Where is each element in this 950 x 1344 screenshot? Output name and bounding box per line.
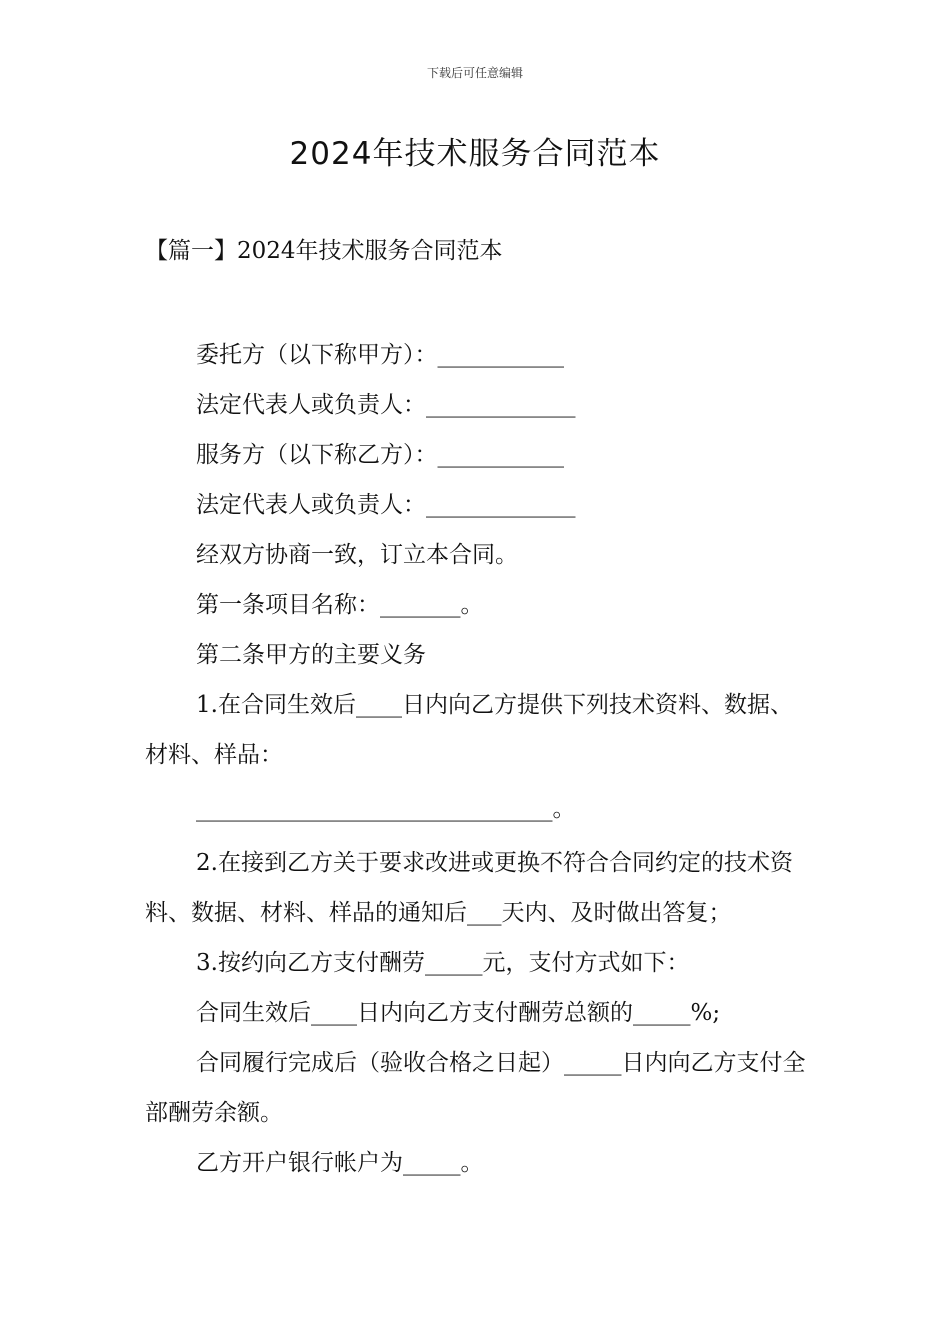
party-a-line: 委托方（以下称甲方）：___________ [196, 342, 564, 368]
payment-final-installment: 合同履行完成后（验收合格之日起）_____日内向乙方支付全部酬劳余额。 [145, 1050, 806, 1126]
party-b-line: 服务方（以下称乙方）：___________ [196, 442, 564, 468]
party-b-bank-account: 乙方开户银行帐户为_____。 [196, 1150, 484, 1176]
article-2-item-2: 2.在接到乙方关于要求改进或更换不符合合同约定的技术资料、数据、材料、样品的通知后___天内、及时做出答复； [145, 850, 793, 926]
contract-body [145, 330, 810, 1188]
article-2-heading: 第二条甲方的主要义务 [196, 642, 426, 668]
document-title: 2024年技术服务合同范本 [289, 136, 661, 172]
section-heading: 【篇一】2024年技术服务合同范本 [145, 238, 503, 264]
party-b-representative-line: 法定代表人或负责人：_____________ [196, 492, 576, 518]
article-2-item-1: 1.在合同生效后____日内向乙方提供下列技术资料、数据、材料、样品： [145, 692, 793, 768]
party-a-representative-line: 法定代表人或负责人：_____________ [196, 392, 576, 418]
article-1-project-name: 第一条项目名称：_______。 [196, 592, 484, 618]
payment-first-installment: 合同生效后____日内向乙方支付酬劳总额的_____%; [196, 1000, 721, 1026]
agreement-statement: 经双方协商一致，订立本合同。 [196, 542, 518, 568]
page-header-note: 下载后可任意编辑 [426, 66, 523, 80]
article-2-item-1-blank: _______________________________。 [196, 796, 576, 822]
article-2-item-3: 3.按约向乙方支付酬劳_____元，支付方式如下： [196, 950, 690, 976]
